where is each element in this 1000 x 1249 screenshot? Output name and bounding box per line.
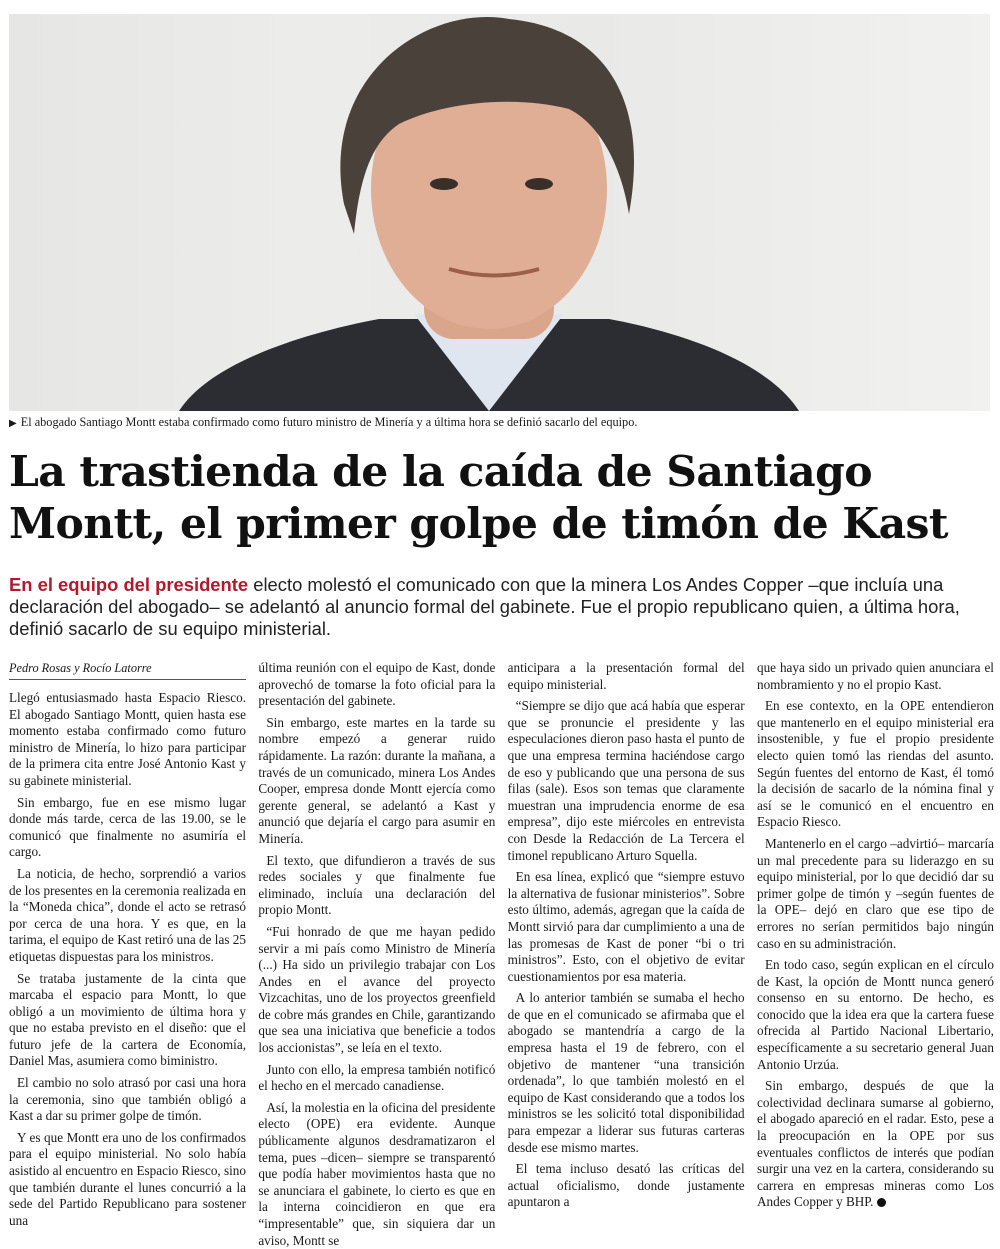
paragraph: En ese contexto, en la OPE entendieron que mantenerlo en el equipo ministerial era insostenible, y fue el propio presidente electo quien tomó las riendas del asunto. Según fuentes del entorno de Kast, él tomó la decisión de sacarlo de la nómina final y así se le comunicó en el encuentro en Espacio Riesco. <box>756 698 994 830</box>
lead-paragraph <box>9 574 994 640</box>
headline-line-2: Montt, el primer golpe de timón de Kast <box>9 499 948 549</box>
headline <box>9 446 994 550</box>
paragraph: El cambio no solo atrasó por casi una hora la ceremonia, sino que también obligó a Kast a dar su primer golpe de timón. <box>9 1075 246 1124</box>
paragraph: La noticia, de hecho, sorprendió a varios de los presentes en la ceremonia realizada en la “Moneda chica”, donde el acto se retrasó por cerca de una hora. Y es que, en la tarima, el equipo de Kast retiró una de las 25 etiquetas dispuestas para los ministros. <box>9 865 246 964</box>
paragraph: anticipara a la presentación formal del equipo ministerial. <box>507 660 745 692</box>
paragraph: A lo anterior también se sumaba el hecho de que en el comunicado se afirmaba que el abogado se mantendría a cargo de la empresa hasta el 19 de febrero, con el objetivo de mantener “una transición ordenada”, lo que también molestó en el equipo de Kast considerando que a todos los ministros se les solicitó total disponibilidad para empezar a liderar sus futuras carteras desde ese mismo martes. <box>507 990 745 1155</box>
paragraph-last: Sin embargo, después de que la colectividad declinara sumarse al gobierno, el abogado apareció en el radar. Esto, pese a la preocupación en la OPE por sus eventuales conflictos de interés que podían surgir una vez en la cartera, considerando su carrera en empresas mineras como Los Andes Copper y BHP. <box>756 1078 994 1210</box>
article-body <box>9 660 994 1248</box>
paragraph: En todo caso, según explican en el círculo de Kast, la opción de Montt nunca generó consenso en su entorno. De hecho, es conocido que la idea era que la cartera fuese ofrecida al Partido Nacional Libertario, específicamente a su secretario general Juan Antonio Urzúa. <box>756 957 994 1072</box>
paragraph: “Siempre se dijo que acá había que esperar que se pronuncie el presidente y las especulaciones dieron paso hasta el punto de que una empresa termina haciéndose cargo de eso y publicando que una persona de sus filas (sale). Esos son temas que claramente muestran una imprudencia enorme de esa empresa”, dijo este miércoles en entrevista con Desde la Redacción de La Tercera el timonel republicano Arturo Squella. <box>507 698 745 863</box>
column-1 <box>9 660 246 1228</box>
paragraph: Así, la molestia en la oficina del presidente electo (OPE) era evidente. Aunque públicamente algunos desdramatizaron el tema, pues –dicen– siempre se transparentó que podía haber movimientos hasta que no se anunciara el gabinete, lo cierto es que en la interna coincidieron en que era “impresentable” que, sin siquiera dar un aviso, Montt se <box>258 1099 496 1248</box>
paragraph: Mantenerlo en el cargo –advirtió– marcaría un mal precedente para su liderazgo en su equipo ministerial, por lo que decidió dar su primer golpe de timón y –según fuentes de la OPE– dejó en claro que ese tipo de errores no serían permitidos bajo ningún caso en su administración. <box>756 835 994 951</box>
paragraph: En esa línea, explicó que “siempre estuvo la alternativa de fusionar ministerios”. Sobre esto último, además, agregan que la caída de Montt sirvió para dar cumplimiento a una de las promesas de Kast de poner “bi o tri ministros”. Esto, con el objetivo de evitar cuestionamientos por esa materia. <box>507 869 745 984</box>
byline: Pedro Rosas y Rocío Latorre <box>9 660 246 680</box>
column-4 <box>756 660 994 1210</box>
article-photo <box>9 14 990 411</box>
paragraph: Sin embargo, fue en ese mismo lugar donde más tarde, cerca de las 19.00, se le comunicó que finalmente no asumiría el cargo. <box>9 794 246 860</box>
paragraph: El tema incluso desató las críticas del actual oficialismo, donde justamente apuntaron a <box>507 1161 745 1210</box>
paragraph: Llegó entusiasmado hasta Espacio Riesco. El abogado Santiago Montt, quien hasta ese momento estaba confirmado como futuro ministro de Minería, lo hizo para participar de la primera cita entre José Antonio Kast y su gabinete ministerial. <box>9 690 246 788</box>
column-3 <box>507 660 745 1210</box>
caption-triangle-icon: ▶ <box>9 418 17 429</box>
paragraph: Sin embargo, este martes en la tarde su nombre empezó a generar ruido rápidamente. La razón: durante la mañana, a través de un comunicado, minera Los Andes Cooper, empresa donde Montt ejercía como gerente general, se adelantó a Kast y anunció que dejaría el cargo para asumir en Minería. <box>258 714 496 846</box>
paragraph: “Fui honrado de que me hayan pedido servir a mi país como Ministro de Minería (...) Ha sido un privilegio trabajar con Los Andes en el avance del proyecto Vizcachitas, uno de los proyectos greenfield de cobre más grandes en Chile, garantizando que sea una iniciativa que beneficie a todos los accionistas”, se leía en el texto. <box>258 923 496 1056</box>
lead-text: electo molestó el comunicado con que la minera Los Andes Copper –que incluía una declaración del abogado– se adelantó al anuncio formal del gabinete. Fue el propio republicano quien, a última hora, definió sacarlo de su equipo ministerial. <box>9 574 960 639</box>
column-2 <box>258 660 496 1248</box>
paragraph: El texto, que difundieron a través de sus redes sociales y que finalmente fue eliminado, incluía una declaración del propio Montt. <box>258 852 496 918</box>
paragraph: que haya sido un privado quien anunciara el nombramiento y no el propio Kast. <box>756 660 994 692</box>
lead-kicker: En el equipo del presidente <box>9 574 249 595</box>
photo-caption: ▶ El abogado Santiago Montt estaba confirmado como futuro ministro de Minería y a última hora se definió sacarlo del equipo. <box>9 415 638 429</box>
paragraph: Junto con ello, la empresa también notificó el hecho en el mercado canadiense. <box>258 1061 496 1094</box>
paragraph: última reunión con el equipo de Kast, donde aprovechó de tomarse la foto oficial para la presentación del gabinete. <box>258 660 496 709</box>
paragraph: Y es que Montt era uno de los confirmados para el equipo ministerial. No solo había asistido al encuentro en Espacio Riesco, sino que también durante el lunes concurrió a la sede del Partido Republicano para sostener una <box>9 1129 246 1228</box>
end-mark-icon <box>877 1198 886 1207</box>
paragraph: Se trataba justamente de la cinta que marcaba el espacio para Montt, lo que obligó a un movimiento de última hora y que no estaba previsto en el diseño: que el futuro jefe de la cartera de Economía, Daniel Mas, asumiera como biministro. <box>9 970 246 1069</box>
headline-line-1: La trastienda de la caída de Santiago <box>9 447 872 497</box>
portrait-photo <box>9 14 990 411</box>
